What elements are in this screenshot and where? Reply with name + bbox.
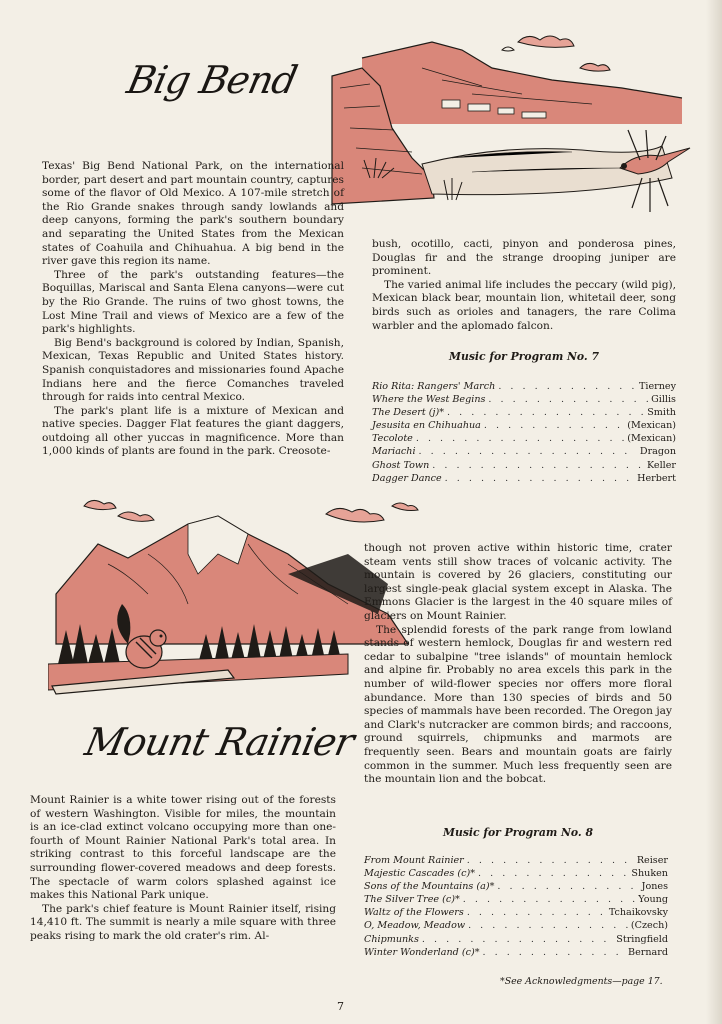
program7-list	[372, 380, 676, 485]
program8-heading: Music for Program No. 8	[443, 826, 593, 839]
list-item: Chipmunks . . . Stringfield	[364, 933, 668, 946]
big-bend-text-col2	[372, 238, 676, 333]
list-item: The Silver Tree (c)* . . . Young	[364, 893, 668, 906]
list-item: Jesusita en Chihuahua . . . (Mexican)	[372, 419, 676, 432]
paragraph: Mount Rainier is a white tower rising out of the forests of western Washington. Visible for miles, the mountain is an ice-clad extinct volcano occupying more than one-fourth of Mount Rainier National Park's total area. In striking contrast to this forceful landscape are the surrounding flower-covered meadows and deep forests. The spectacle of warm colors splashed against ice makes this National Park unique.	[30, 794, 336, 902]
program7-heading: Music for Program No. 7	[449, 350, 599, 363]
list-item: Rio Rita: Rangers' March . . . Tierney	[372, 380, 676, 393]
big-bend-title: Big Bend	[123, 58, 301, 102]
list-item: Tecolote . . . (Mexican)	[372, 432, 676, 445]
list-item: Winter Wonderland (c)* . . . Bernard	[364, 946, 668, 959]
list-item: Dagger Dance . . . Herbert	[372, 472, 676, 485]
acknowledgments-footnote: *See Acknowledgments—page 17.	[500, 976, 663, 987]
paragraph: Big Bend's background is colored by Indian, Spanish, Mexican, Texas Republic and United States history. Spanish conquistadores and missionaries found Apache Indians here and the fierce Comanches traveled through for raids into central Mexico.	[42, 336, 344, 404]
rainier-text-col2	[364, 542, 672, 787]
paragraph: Three of the park's outstanding features—the Boquillas, Mariscal and Santa Elena canyons—were cut by the Rio Grande. The ruins of two ghost towns, the Lost Mine Trail and views of Mexico are a few of the park's highlights.	[42, 268, 344, 336]
paragraph: Texas' Big Bend National Park, on the international border, part desert and part mountain country, captures some of the flavor of Old Mexico. A 107-mile stretch of the Rio Grande snakes through sandy lowlands and deep canyons, forming the park's southern boundary and separating the United States from the Mexican states of Coahuila and Chihuahua. A big bend in the river gave this region its name.	[42, 160, 344, 268]
paragraph: bush, ocotillo, cacti, pinyon and ponderosa pines, Douglas fir and the strange drooping juniper are prominent.	[372, 238, 676, 278]
list-item: Sons of the Mountains (a)* . . . Jones	[364, 880, 668, 893]
list-item: Ghost Town . . . Keller	[372, 459, 676, 472]
list-item: From Mount Rainier . . . Reiser	[364, 854, 668, 867]
page-edge	[706, 0, 722, 1024]
big-bend-text-col1	[42, 160, 344, 459]
list-item: Waltz of the Flowers . . . Tchaikovsky	[364, 906, 668, 919]
mount-rainier-title: Mount Rainier	[81, 720, 358, 764]
big-bend-illustration	[322, 28, 702, 228]
rainier-text-col1	[30, 794, 336, 944]
paragraph: though not proven active within historic time, crater steam vents still show traces of volcanic activity. The mountain is covered by 26 glaciers, constituting our largest single-peak glacial system except in Alaska. The Emmons Glacier is the largest in the 40 square miles of glaciers on Mount Rainier.	[364, 542, 672, 622]
paragraph: The park's plant life is a mixture of Mexican and native species. Dagger Flat features the giant daggers, outdoing all other yuccas in magnificence. More than 1,000 kinds of plants are found in the park. Creosote-	[42, 404, 344, 458]
list-item: Majestic Cascades (c)* . . . Shuken	[364, 867, 668, 880]
paragraph: The splendid forests of the park range from lowland stands of western hemlock, Douglas fir and western red cedar to subalpine "tree islands" of mountain hemlock and alpine fir. Probably no area excels this park in the number of wild-flower species nor offers more floral abundance. More than 130 species of birds and 50 species of mammals have been recorded. The Oregon jay and Clark's nutcracker are common birds; and raccoons, ground squirrels, chipmunks and marmots are frequently seen. Bears and mountain goats are fairly common in the summer. Much less frequently seen are the mountain lion and the bobcat.	[364, 623, 672, 786]
paragraph: The varied animal life includes the peccary (wild pig), Mexican black bear, mountain lion, whitetail deer, song birds such as orioles and tanagers, the rare Colima warbler and the aplomado falcon.	[372, 278, 676, 332]
list-item: O, Meadow, Meadow . . . (Czech)	[364, 919, 668, 932]
program8-list	[364, 854, 668, 959]
list-item: Mariachi . . . Dragon	[372, 445, 676, 458]
paragraph: The park's chief feature is Mount Rainier itself, rising 14,410 ft. The summit is nearly a mile square with three peaks rising to mark the old crater's rim. Al-	[30, 902, 336, 942]
page-number: 7	[337, 1000, 344, 1013]
list-item: The Desert (j)* . . . Smith	[372, 406, 676, 419]
list-item: Where the West Begins . . . Gillis	[372, 393, 676, 406]
